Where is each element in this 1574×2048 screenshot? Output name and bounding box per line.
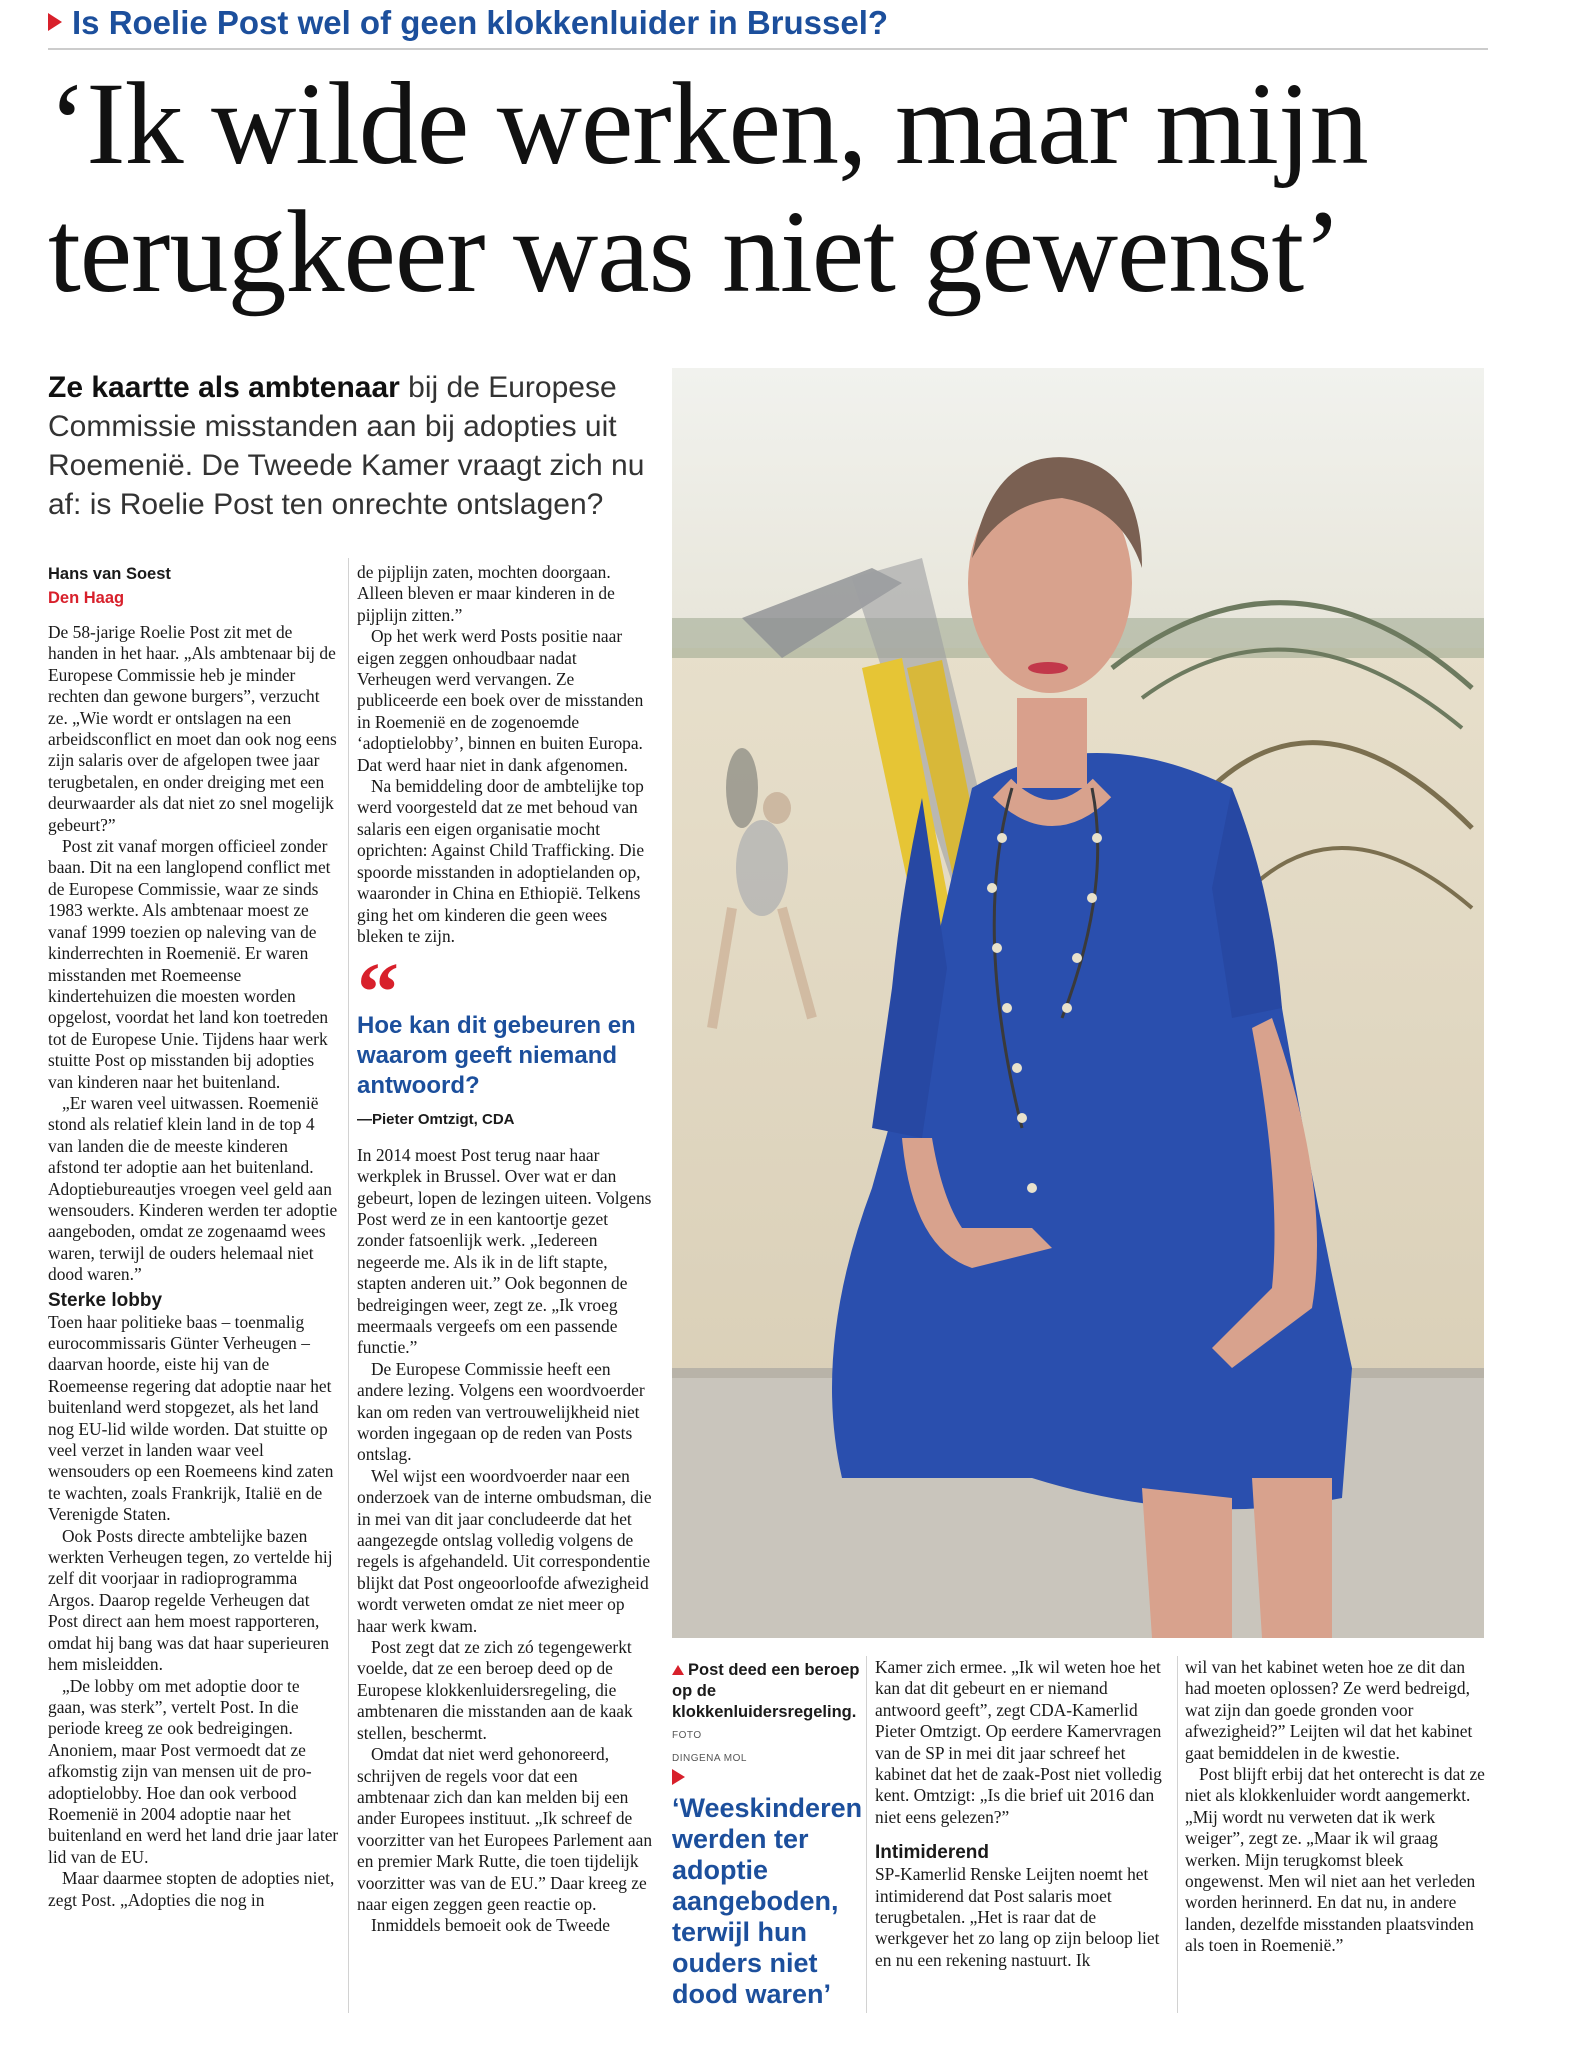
paragraph: In 2014 moest Post terug naar haar werkplek in Brussel. Over wat er dan gebeurt, lopen de lezingen uiteen. Volgens Post werd ze in een kantoortje gezet zonder fatsoenlijk werk. „Iedereen negeerde me. Als ik in de lift stapte, stapten anderen uit.” Ook begonnen de bedreigingen weer, zegt ze. „Ik vroeg meermaals vergeefs om een passende functie.” <box>357 1144 652 1358</box>
paragraph: Op het werk werd Posts positie naar eigen zeggen onhoudbaar nadat Verheugen werd vervangen. Ze publiceerde een boek over de misstanden in Roemenië en de zogenoemde ‘adoptielobby’, binnen en buiten Europa. Dat werd haar niet in dank afgenomen. <box>357 626 644 775</box>
photo-illustration <box>672 368 1484 1638</box>
paragraph: de pijplijn zaten, mochten doorgaan. Alleen bleven er maar kinderen in de pijplijn zitten.” <box>357 562 615 625</box>
kicker-text: Is Roelie Post wel of geen klokkenluider in Brussel? <box>72 4 889 41</box>
article-photo <box>672 368 1484 1638</box>
pull-quote-marker-icon <box>672 1769 685 1785</box>
photo-credit-label: FOTO <box>672 1730 702 1741</box>
pull-quote-source: —Pieter Omtzigt, CDA <box>357 1111 515 1129</box>
column-divider <box>1177 1656 1178 2013</box>
paragraph: Toen haar politieke baas – toenmalig eurocommissaris Günter Verheugen – daarvan hoorde, eiste hij van de Roemeense regering dat adoptie naar het buitenland werd stopgezet, als het land nog EU-lid wilde worden. Dat stuitte op veel verzet in landen waar veel wensouders op een Roemeens kind zaten te wachten, zoals Frankrijk, Italië en de Verenigde Staten. <box>48 1311 334 1525</box>
headline: ‘Ik wilde werken, maar mijn terugkeer was niet gewenst’ <box>48 58 1368 317</box>
pull-quote-2 <box>672 1762 872 2010</box>
paragraph: Omdat dat niet werd gehonoreerd, schrijven de regels voor dat een ambtenaar zich dan kan melden bij een ander Europees instituut. „Ik schreef de voorzitter van het Europees Parlement aan en premier Mark Rutte, die toen tijdelijk voorzitter was van de EU.” Daar kreeg ze naar eigen zeggen geen reactie op. <box>357 1744 653 1914</box>
article-column-1 <box>48 562 340 1911</box>
photo-caption <box>672 1660 860 1769</box>
byline-city: Den Haag <box>48 589 125 607</box>
paragraph: Na bemiddeling door de ambtelijke top werd voorgesteld dat ze met behoud van salaris een eigen organisatie mocht oprichten: Against Child Trafficking. Die spoorde misstanden in adoptielanden op, waaronder in China en Ethiopië. Telkens ging het om kinderen die geen wees bleken te zijn. <box>357 776 645 946</box>
paragraph: wil van het kabinet weten hoe ze dit dan had moeten oplossen? Ze werd bedreigd, wat zijn dan goede gronden voor afwezigheid?” Leijten wil dat het kabinet gaat bemiddelen in de kwestie. <box>1185 1657 1473 1763</box>
pull-quote-text: Hoe kan dit gebeuren en waarom geeft niemand antwoord? <box>357 1012 636 1100</box>
photo-credit-name: DINGENA MOL <box>672 1753 747 1764</box>
column-divider <box>348 558 349 2013</box>
paragraph: Post zegt dat ze zich zó tegengewerkt voelde, dat ze een beroep deed op de Europese klokkenluidersregeling, die ambtenaren die misstanden aan de kaak stellen, beschermt. <box>357 1637 633 1743</box>
paragraph: Post zit vanaf morgen officieel zonder baan. Dit na een langlopend conflict met de Europese Commissie, waar ze sinds 1983 werkte. Als ambtenaar moest ze vanaf 1999 toezien op naleving van de kinderrechten in Roemenië. Er waren misstanden met Roemeense kindertehuizen die moesten worden opgelost, voordat het land kon toetreden tot de Europese Unie. Tijdens haar werk stuitte Post op misstanden bij adopties van kinderen naar het buitenland. <box>48 836 331 1092</box>
quote-mark-icon: “ <box>357 963 399 1012</box>
paragraph: Post blijft erbij dat het onterecht is dat ze niet als klokkenluider wordt aangemerkt. „Mij wordt nu verweten dat ik werk weiger”, zegt ze. „Maar ik wil graag werken. Mijn terugkomst bleek ongewenst. Men wil niet aan het verleden worden herinnerd. En dat nu, in andere landen, dezelfde misstanden plaatsvinden als toen in Roemenië.” <box>1185 1764 1485 1956</box>
paragraph: Wel wijst een woordvoerder naar een onderzoek van de interne ombudsman, die in mei van dit jaar concludeerde dat het aangezegde ontslag volledig volgens de regels is afgehandeld. Uit correspondentie blijkt dat Post ongeoorloofde afwezigheid wordt verweten omdat ze niet meer op haar werk kwam. <box>357 1465 652 1636</box>
paragraph: „De lobby om met adoptie door te gaan, was sterk”, vertelt Post. In die periode kreeg ze ook bedreigingen. Anoniem, maar Post vermoedt dat ze afkomstig zijn van mensen uit de pro-adoptielobby. Hoe dan ook verbood Roemenië in 2004 adoptie naar het buitenland en werd het land drie jaar later lid van de EU. <box>48 1675 339 1867</box>
paragraph: De Europese Commissie heeft een andere lezing. Volgens een woordvoerder kan om reden van vertrouwelijkheid niet worden ingegaan op de reden van Posts ontslag. <box>357 1358 645 1465</box>
top-divider <box>48 48 1488 50</box>
caption-up-arrow-icon <box>672 1665 684 1675</box>
paragraph: Kamer zich ermee. „Ik wil weten hoe het kan dat dit gebeurt en er niemand antwoord geeft”, zegt CDA-Kamerlid Pieter Omtzigt. Op eerdere Kamervragen van de SP in mei dit jaar schreef het kabinet dat het de zaak-Post niet volledig kent. Omtzigt: „Is die brief uit 2016 dan niet eens gelezen?” <box>875 1657 1162 1827</box>
kicker <box>48 4 888 42</box>
byline-author: Hans van Soest <box>48 565 171 583</box>
subhead-sterke-lobby: Sterke lobby <box>48 1289 163 1311</box>
pull-quote <box>357 963 653 1130</box>
paragraph: Inmiddels bemoeit ook de Tweede <box>371 1915 610 1936</box>
paragraph: De 58-jarige Roelie Post zit met de handen in het haar. „Als ambtenaar bij de Europese Commissie heb je minder rechten dan gewone burgers”, verzucht ze. „Wie wordt er ontslagen na een arbeidsconflict en moet dan ook nog eens zijn salaris over de afgelopen twee jaar terugbetalen, en onder dreiging met een deurwaarder als dat niet zo snel mogelijk gebeurt?” <box>48 622 337 835</box>
article-column-4 <box>1185 1657 1485 1957</box>
article-column-2 <box>357 562 653 1937</box>
intro <box>48 368 658 524</box>
subhead-intimiderend: Intimiderend <box>875 1842 990 1864</box>
kicker-marker-icon <box>48 13 62 31</box>
paragraph: SP-Kamerlid Renske Leijten noemt het intimiderend dat Post salaris moet terugbetalen. „Het is raar dat de werkgever het zo lang op zijn beloop liet en nu een rekening nastuurt. Ik <box>875 1864 1160 1970</box>
paragraph: Maar daarmee stopten de adopties niet, zegt Post. „Adopties die nog in <box>48 1868 335 1910</box>
intro-lead-bold: Ze kaartte als ambtenaar <box>48 371 400 404</box>
paragraph: „Er waren veel uitwassen. Roemenië stond als relatief klein land in de top 4 van landen die de meeste kinderen afstond ter adoptie aan het buitenland. Adoptiebureautjes vroegen veel geld aan wensouders. Kinderen werden ter adoptie aangeboden, omdat ze zogenaamd wees waren, terwijl de ouders helemaal niet dood waren.” <box>48 1092 338 1285</box>
paragraph: Ook Posts directe ambtelijke bazen werkten Verheugen tegen, zo vertelde hij zelf dit voorjaar in radioprogramma Argos. Daarop regelde Verheugen dat Post direct aan hem moest rapporteren, omdat hij bang was dat haar superieuren hem misleidden. <box>48 1525 333 1675</box>
article-column-3 <box>875 1657 1168 1971</box>
caption-text: Post deed een beroep op de klokkenluidersregeling. <box>672 1661 860 1721</box>
intro-lead-rest: bij de Europese Commissie misstanden aan bij adopties uit Roemenië. De Tweede Kamer vraagt zich nu af: is Roelie Post ten onrechte ontslagen? <box>48 371 645 521</box>
pull-quote-2-text: ‘Weeskinderen werden ter adoptie aangeboden, terwijl hun ouders niet dood waren’ <box>672 1793 863 2009</box>
